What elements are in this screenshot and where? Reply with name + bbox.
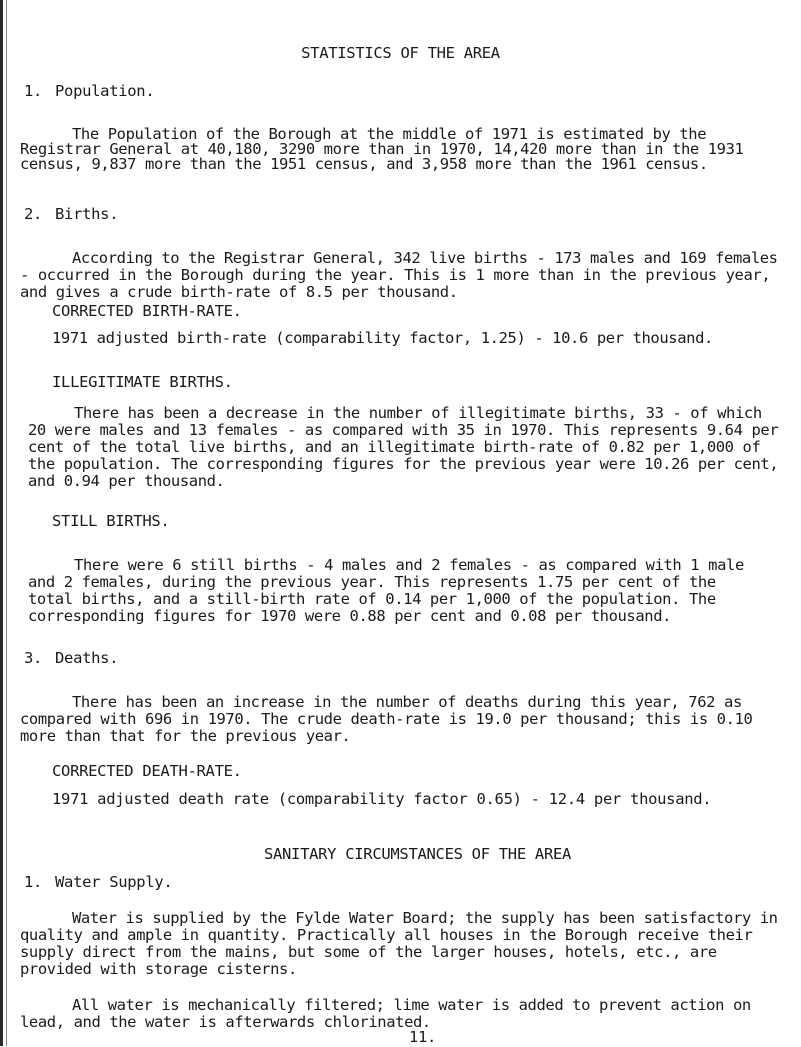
page-title: STATISTICS OF THE AREA — [301, 44, 500, 62]
corrected-death-rate-heading: CORRECTED DEATH-RATE. — [52, 762, 242, 780]
corrected-birth-rate-text: 1971 adjusted birth-rate (comparability factor, 1.25) - 10.6 per thousand. — [52, 329, 713, 347]
population-heading-number: 1. — [24, 82, 43, 100]
water-supply-paragraph-2: All water is mechanically filtered; lime water is added to prevent action on lead, and the water is afterwards chlorinated. — [20, 996, 751, 1031]
water-heading-number: 1. — [24, 873, 43, 891]
corrected-death-rate-text: 1971 adjusted death rate (comparability factor 0.65) - 12.4 per thousand. — [52, 790, 712, 808]
still-births-heading: STILL BIRTHS. — [52, 512, 170, 530]
page-edge-line — [6, 0, 7, 1046]
water-supply-paragraph-1: Water is supplied by the Fylde Water Board; the supply has been satisfactory in quality and ample in quantity. Practically all houses in the Borough receive their supply direct from the mains, but some of the larger houses, hotels, etc., are provided with storage cisterns. — [20, 909, 778, 978]
corrected-birth-rate-heading: CORRECTED BIRTH-RATE. — [52, 302, 242, 320]
population-heading: Population. — [55, 82, 155, 100]
page-edge-shadow — [0, 0, 3, 1046]
deaths-heading: Deaths. — [55, 649, 119, 667]
population-paragraph: The Population of the Borough at the middle of 1971 is estimated by the Registrar General at 40,180, 3290 more than in 1970, 14,420 more than in the 1931 census, 9,837 more than the 1951 census, and 3,958 more than the 1961 census. — [20, 125, 744, 173]
births-heading: Births. — [55, 205, 119, 223]
still-births-paragraph: There were 6 still births - 4 males and 2 females - as compared with 1 male and 2 females, during the previous year. This represents 1.75 per cent of the total births, and a still-birth rate of 0.14 per 1,000 of the population. The corresponding figures for 1970 were 0.88 per cent and 0.08 per thousand. — [28, 556, 744, 625]
illegitimate-births-heading: ILLEGITIMATE BIRTHS. — [52, 373, 233, 391]
sanitary-section-title: SANITARY CIRCUMSTANCES OF THE AREA — [263, 845, 572, 863]
page-number: 11. — [408, 1028, 437, 1046]
births-heading-number: 2. — [24, 205, 43, 223]
water-supply-heading: Water Supply. — [55, 873, 173, 891]
illegitimate-births-paragraph: There has been a decrease in the number of illegitimate births, 33 - of which 20 were males and 13 females - as compared with 35 in 1970. This represents 9.64 per cent of the total live births, and an illegitimate birth-rate of 0.82 per 1,000 of the population. The corresponding figures for the previous year were 10.26 per cent, and 0.94 per thousand. — [28, 404, 779, 490]
births-paragraph: According to the Registrar General, 342 live births - 173 males and 169 females - occurred in the Borough during the year. This is 1 more than in the previous year, and gives a crude birth-rate of 8.5 per thousand. — [20, 249, 778, 301]
deaths-heading-number: 3. — [24, 649, 43, 667]
deaths-paragraph: There has been an increase in the number of deaths during this year, 762 as compared with 696 in 1970. The crude death-rate is 19.0 per thousand; this is 0.10 more than that for the previous year. — [20, 693, 753, 745]
